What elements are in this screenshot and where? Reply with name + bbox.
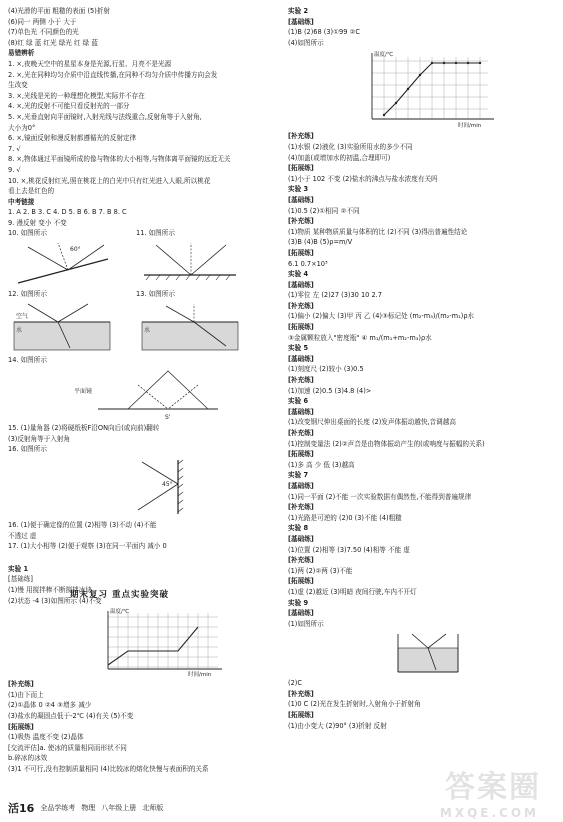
answer-line: (3)B (4)B (5)ρ=m/V — [288, 238, 353, 247]
answer-line: (1)吸热 温度不变 (2)晶体 — [8, 733, 84, 742]
exp1-title: 实验 1 — [8, 564, 29, 573]
figure-row-10-11 — [8, 228, 280, 289]
exp9-refraction-diagram — [388, 630, 468, 676]
figure-caption: 13. 如图所示 — [136, 290, 175, 299]
supp-label: [补充练] — [288, 429, 314, 437]
answer-line: 10. ×,桃花反射红光,照在桃花上的白光中只有红光进入人眼,所以桃花 — [8, 176, 211, 185]
answer-line: (7)单色光 不同颜色的光 — [8, 28, 79, 37]
ext-label: [拓展练] — [288, 323, 314, 332]
supp-label: [补充练] — [288, 132, 314, 141]
answer-line: (1)由下而上 — [8, 690, 44, 699]
reflection-diagram-11 — [136, 239, 246, 289]
reflection-diagram-10 — [8, 239, 118, 289]
answer-line: (1)光路是可逆的 (2)0 (3)不能 (4)粗糙 — [288, 513, 402, 522]
right-column — [288, 6, 556, 731]
svg-text:60°: 60° — [70, 246, 81, 254]
chart-ylabel: 温度/℃ — [374, 52, 394, 59]
exp2-boiling-chart — [348, 49, 498, 129]
answer-line: (3)1 不可行,没有控制质量相同 (4)比较冰的熔化快慢与表面积的关系 — [8, 764, 209, 773]
answer-line: 15. (1)量角器 (2)将硬纸板F沿ON向后(或向前)翻转 — [8, 424, 160, 433]
exp5-title: 实验 5 — [288, 344, 309, 353]
chart-xlabel: 时间/min — [188, 672, 212, 678]
answer-line: 4. ×,光的反射不可能只看反射光的一部分 — [8, 102, 130, 111]
figure-caption: 12. 如图所示 — [8, 290, 47, 299]
basic-label: [基础练] — [288, 609, 314, 618]
answer-line: 看上去是红色的 — [8, 187, 55, 196]
footer-grade: 八年级上册 — [101, 804, 137, 812]
answer-line: 17. (1)大小相等 (2)便于观察 (3)在同一平面内 减小 0 — [8, 542, 167, 551]
answer-line: 5. ×,光垂直射向平面镜时,入射光线与法线重合,反射角等于入射角, — [8, 112, 202, 121]
answer-line: (1)两 (2)②两 (3)不能 — [288, 566, 353, 575]
answer-line: (3)反射角等于入射角 — [8, 434, 71, 443]
basic-label: [基础练] — [288, 17, 314, 26]
exp1-chart — [8, 607, 280, 677]
answer-line: 1. A 2. B 3. C 4. D 5. B 6. B 7. B 8. C — [8, 208, 127, 217]
section-heading-zhongkao: 中考链接 — [8, 197, 35, 206]
figure-q11 — [136, 228, 246, 289]
basic-label: [基础练] — [288, 195, 314, 204]
watermark: 答案圈 — [445, 770, 541, 805]
answer-line: (1)零位 左 (2)27 (3)30 10 2.7 — [288, 291, 382, 300]
exp9-title: 实验 9 — [288, 598, 309, 607]
mirror-diagram-14 — [68, 365, 238, 421]
footer-subject: 物理 — [81, 804, 96, 812]
ext-label: [拓展练] — [288, 164, 314, 173]
supp-label: [补充练] — [288, 556, 314, 565]
answer-line: 2. ×,光在同种均匀介质中沿直线传播,在同种不均匀介质中传播方向会发 — [8, 70, 218, 79]
ext-label: [拓展练] — [288, 248, 314, 257]
answer-line: 6. ×,镜面反射和漫反射都遵循光的反射定律 — [8, 134, 137, 143]
supp-label: [补充练] — [288, 301, 314, 310]
answer-line: 6.1 0.7×10³ — [288, 259, 328, 268]
section-heading-yicuo: 易错辨析 — [8, 49, 35, 58]
label-mirror: 平面镜 — [74, 388, 93, 396]
ext-label: [拓展练] — [288, 711, 314, 720]
section-title: 期末复习 重点实验突破 — [70, 590, 169, 600]
answer-line: (4)加盖(或增加水的初温,合理即可) — [288, 153, 391, 162]
answer-line: [交流评估]a. 使冰的质量相同而形状不同 — [8, 743, 127, 752]
label-water: 水 — [16, 326, 23, 334]
mirror-diagram-16 — [118, 456, 238, 518]
ext-label: [拓展练] — [288, 450, 314, 459]
supp-label: [补充练] — [288, 217, 314, 226]
exp4-title: 实验 4 — [288, 270, 309, 279]
angle-label: 45° — [162, 481, 173, 489]
answer-line: 8. ×,物体通过平面镜所成的像与物体的大小相等,与物体离平面镜的远近无关 — [8, 155, 231, 164]
exp9-figure — [288, 630, 556, 676]
page-number: 活16 — [8, 802, 35, 815]
answer-line: 7. √ — [8, 144, 21, 153]
answer-line: 大小为0° — [8, 123, 36, 132]
exp3-title: 实验 3 — [288, 185, 309, 194]
figure-caption: 10. 如图所示 — [8, 229, 47, 238]
exp6-title: 实验 6 — [288, 397, 309, 406]
answer-line: (1)B (2)68 (3)①99 ②C — [288, 28, 361, 37]
answer-line: (1)偏小 (2)偏大 (3)甲 丙 乙 (4)③标记处 (m₂-m₃)/(m₂-m₁)ρ水 — [288, 312, 475, 321]
answer-line: (1)小于 102 不变 (2)盐水的沸点与盐水浓度有关吗 — [288, 174, 438, 183]
figure-q14 — [8, 355, 280, 422]
answer-line: (1)虚 (2)越近 (3)明暗 夜间行驶,车内不开灯 — [288, 587, 417, 596]
refraction-diagram-12 — [8, 300, 118, 354]
supp-label: [补充练] — [288, 503, 314, 512]
answer-line: (1)由小变大 (2)90° (3)折射 反射 — [288, 721, 387, 730]
footer-series: 全品学练考 — [40, 804, 76, 812]
answer-line: b.碎冰的冰效 — [8, 754, 48, 763]
answer-line: (1)水银 (2)液化 (3)实验所用水的多少不同 — [288, 142, 413, 151]
figure-caption: 14. 如图所示 — [8, 355, 47, 364]
answer-line: (2)状态 -4 (3)如图所示 (4)不变 — [8, 596, 102, 605]
figure-q13 — [136, 289, 246, 354]
figure-row-12-13 — [8, 289, 280, 354]
answer-line: 不透过 虚 — [8, 531, 37, 540]
figure-caption: 11. 如图所示 — [136, 229, 175, 238]
answer-line: 9. 漫反射 变小 不变 — [8, 218, 67, 227]
answer-line: 1. ×,夜晚天空中的星星本身是光源,行星、月亮不是光源 — [8, 59, 172, 68]
answer-line: (1)位置 (2)相等 (3)7.50 (4)相等 不能 虚 — [288, 545, 410, 554]
answer-line: (2)①晶体 0 ②4 ③增多 减少 — [8, 701, 92, 710]
figure-q12 — [8, 289, 118, 354]
exp2-chart — [288, 49, 556, 129]
exp2-title: 实验 2 — [288, 7, 309, 15]
basic-label: [基础练] — [288, 534, 314, 543]
answer-line: (3)盐水的凝固点低于-2℃ (4)有关 (5)不变 — [8, 711, 134, 720]
basic-label: [基础练] — [288, 354, 314, 363]
watermark-url: MXQE.COM — [439, 806, 539, 820]
exp1-supp-label: [补充练] — [8, 680, 34, 689]
exp7-title: 实验 7 — [288, 471, 309, 480]
answer-line: (1)0.5 (2)①相同 ②不同 — [288, 206, 360, 215]
page-footer — [8, 800, 163, 816]
answer-line: ③金属颗粒放入"密度瓶" ④ m₁/(m₁+m₂-m₃)ρ水 — [288, 333, 432, 342]
basic-label: [基础练] — [288, 280, 314, 289]
label-image-point: S' — [165, 414, 171, 422]
basic-label: [基础练] — [288, 481, 314, 490]
chart-xlabel: 时间/min — [458, 123, 482, 130]
answer-line: (1)刻度尺 (2)较小 (3)0.5 — [288, 365, 364, 374]
answer-line: 9. √ — [8, 165, 21, 174]
exp1-ext-label: [拓展练] — [8, 722, 34, 731]
exp8-title: 实验 8 — [288, 524, 309, 533]
answer-line: (6)同一 两侧 小于 大于 — [8, 17, 77, 26]
answer-line: (1)控制变量法 (2)②声音是由物体振动产生的(或响度与振幅的关系) — [288, 439, 485, 448]
figure-q16 — [8, 456, 280, 518]
exp1-basic-label: [基础练] — [8, 575, 33, 584]
exp1-temperature-chart — [88, 607, 228, 677]
refraction-diagram-13 — [136, 300, 246, 354]
basic-label: [基础练] — [288, 407, 314, 416]
answer-line: (8)红 绿 蓝 红光 绿光 红 绿 蓝 — [8, 38, 98, 47]
answer-line: (1)物质 某种物质质量与体积的比 (2)不同 (3)得出普遍性结论 — [288, 227, 468, 236]
label-air: 空气 — [16, 312, 29, 320]
answer-line: (1)改变钢尺伸出桌面的长度 (2)发声体振动越快,音调越高 — [288, 418, 456, 427]
answer-line: 16. (1)便于确定像的位置 (2)相等 (3)不动 (4)不能 — [8, 521, 157, 530]
figure-q10 — [8, 228, 118, 289]
supp-label: [补充练] — [288, 376, 314, 385]
answer-line: 生改变 — [8, 81, 28, 90]
answer-line: (1)加速 (2)0.5 (3)4.8 (4)> — [288, 386, 372, 395]
footer-edition: 北师版 — [142, 804, 164, 812]
answer-line: (1)多 高 少 低 (3)越高 — [288, 460, 355, 469]
supp-label: [补充练] — [288, 689, 314, 698]
left-column — [8, 6, 280, 775]
label-water: 水 — [144, 326, 151, 334]
answer-line: (1)慢 用搅拌棒不断搅拌冰块 — [8, 586, 92, 594]
answer-line: (1)如图所示 — [288, 619, 324, 628]
ext-label: [拓展练] — [288, 577, 314, 586]
answer-line: 3. ×,光线是光的一种理想化模型,实际并不存在 — [8, 91, 145, 100]
chart-ylabel: 温度/℃ — [110, 609, 130, 616]
answer-line: (2)C — [288, 679, 302, 688]
answer-line: (4)如图所示 — [288, 38, 324, 47]
answer-line: 16. 如图所示 — [8, 445, 47, 454]
answer-line: (1)0 C (2)光在发生折射时,入射角小于折射角 — [288, 700, 421, 709]
answer-line: (4)光滑的平面 粗糙的表面 (5)折射 — [8, 7, 110, 15]
answer-line: (1)同一平面 (2)不能 一次实验数据有偶然性,不能得到普遍规律 — [288, 492, 472, 501]
